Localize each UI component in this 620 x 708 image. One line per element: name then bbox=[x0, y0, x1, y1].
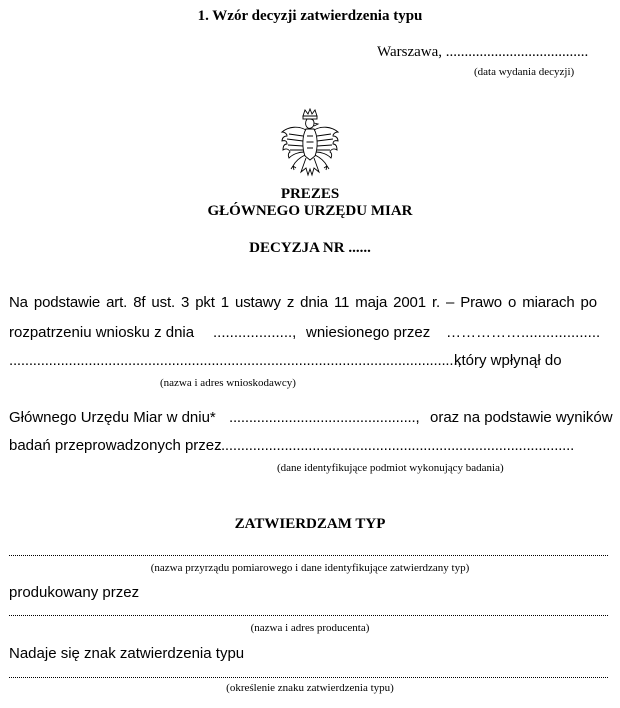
body-line-4-part-1: Głównego Urzędu Miar w dniu* bbox=[9, 409, 216, 426]
document-title: 1. Wzór decyzji zatwierdzenia typu bbox=[197, 8, 423, 24]
date-caption: (data wydania decyzji) bbox=[474, 66, 575, 78]
date-fill-dots: ...................................... bbox=[445, 44, 589, 60]
applicant-dots-line: ................................................................................................................., bbox=[9, 352, 462, 369]
testing-body-dots: .......................................................................................... bbox=[217, 437, 575, 454]
body-line-4-part-2: oraz na podstawie wyników bbox=[430, 409, 613, 426]
body-line-2-part-2: wniesionego przez bbox=[306, 324, 431, 341]
applicant-dots: ……………................... bbox=[446, 324, 601, 341]
manufacturer-fill-line bbox=[9, 615, 608, 616]
body-line-1: Na podstawie art. 8f ust. 3 pkt 1 ustawy z dnia 11 maja 2001 r. – Prawo o miarach po bbox=[9, 294, 597, 311]
instrument-caption: (nazwa przyrządu pomiarowego i dane identyfikujące zatwierdzany typ) bbox=[150, 562, 470, 574]
body-line-2-part-1: rozpatrzeniu wniosku z dnia bbox=[9, 324, 195, 341]
instrument-fill-line bbox=[9, 555, 608, 556]
mark-caption: (określenie znaku zatwierdzenia typu) bbox=[226, 682, 394, 694]
receipt-date-dots: ..............................................., bbox=[229, 409, 420, 426]
authority-line-1: PREZES bbox=[280, 186, 340, 202]
place-date-line bbox=[377, 44, 588, 61]
applicant-caption: (nazwa i adres wnioskodawcy) bbox=[160, 377, 296, 389]
authority-line-2: GŁÓWNEGO URZĘDU MIAR bbox=[207, 203, 413, 219]
approval-heading: ZATWIERDZAM TYP bbox=[234, 516, 386, 532]
decision-number: DECYZJA NR ...... bbox=[249, 240, 371, 256]
body-line-3-text: który wpłynął do bbox=[454, 352, 562, 369]
application-date-dots: ..................., bbox=[213, 324, 297, 341]
body-line-5-text: badań przeprowadzonych przez bbox=[9, 437, 222, 454]
produced-by-label: produkowany przez bbox=[9, 584, 140, 601]
place-label: Warszawa, bbox=[377, 44, 446, 60]
testing-body-caption: (dane identyfikujące podmiot wykonujący badania) bbox=[277, 462, 504, 474]
mark-label: Nadaje się znak zatwierdzenia typu bbox=[9, 645, 245, 662]
polish-eagle-emblem-icon bbox=[277, 108, 343, 180]
mark-fill-line bbox=[9, 677, 608, 678]
manufacturer-caption: (nazwa i adres producenta) bbox=[250, 622, 370, 634]
eagle-svg bbox=[277, 108, 343, 180]
